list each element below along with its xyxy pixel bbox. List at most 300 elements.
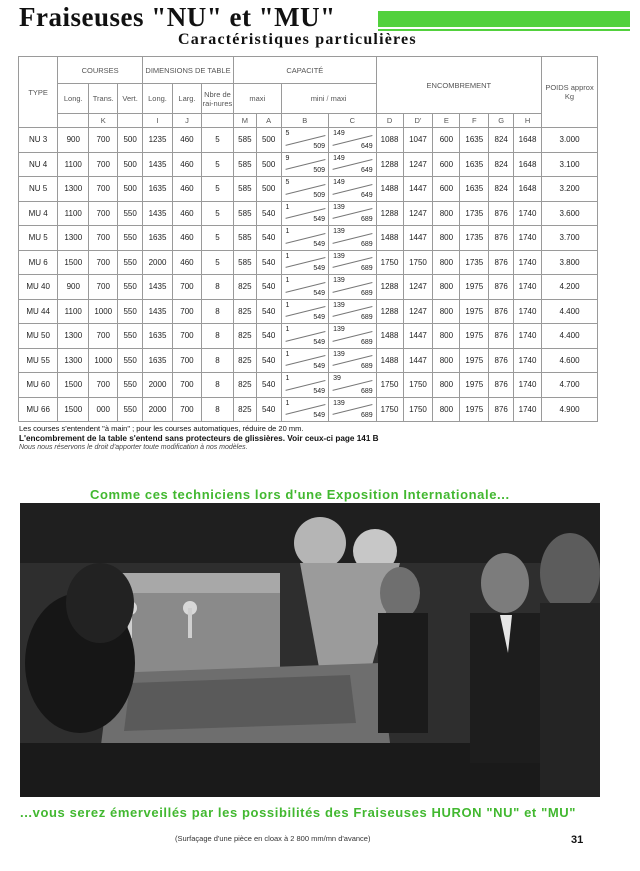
capacite-c-top: 39 [333, 375, 341, 382]
cell-tlong: 1435 [143, 201, 173, 226]
letter-a: A [256, 114, 281, 128]
capacite-c-cell [329, 250, 377, 275]
cell-d: 1288 [376, 299, 403, 324]
cell-tlong: 1635 [143, 226, 173, 251]
cell-e: 800 [433, 275, 460, 300]
cell-type: MU 66 [19, 397, 58, 422]
capacite-c-top: 139 [333, 252, 345, 260]
cell-long: 1300 [58, 226, 89, 251]
mini-label: mini [310, 94, 325, 103]
cell-f: 1735 [460, 226, 489, 251]
capacite-c-bottom: 649 [360, 167, 373, 174]
page-subtitle: Caractéristiques particulières [178, 31, 417, 48]
capacite-b-cell [281, 152, 329, 177]
capacite-c-cell [329, 128, 377, 153]
capacite-c-bottom: 649 [360, 191, 373, 199]
capacite-b-bottom: 549 [313, 240, 326, 248]
capacite-b-top: 1 [285, 326, 290, 333]
cell-d: 1488 [376, 324, 403, 349]
cell-trans: 700 [89, 373, 118, 398]
cell-trans: 700 [89, 250, 118, 275]
cell-m: 585 [233, 226, 256, 251]
capacite-c-top: 139 [333, 203, 345, 211]
capacite-c-bottom: 689 [360, 265, 373, 272]
capacite-b-bottom: 549 [313, 338, 326, 346]
table-notes [19, 424, 579, 453]
table-row [19, 250, 598, 275]
capacite-b-top: 1 [285, 301, 290, 309]
capacite-c-top: 139 [333, 301, 345, 309]
capacite-c-top: 139 [333, 399, 345, 407]
capacite-c-cell [329, 152, 377, 177]
cell-larg: 460 [173, 226, 202, 251]
letter-e: E [433, 114, 460, 128]
cell-tlong: 1235 [143, 128, 173, 153]
capacite-c-top: 149 [333, 130, 345, 137]
capacite-b-cell [281, 397, 329, 422]
cell-g: 876 [489, 275, 514, 300]
course-vert-header: Vert. [118, 84, 143, 114]
capacite-b-bottom: 549 [313, 387, 326, 395]
cell-vert: 500 [118, 177, 143, 202]
capacite-b-cell [281, 201, 329, 226]
cell-d2: 1247 [403, 201, 433, 226]
cell-trans: 700 [89, 275, 118, 300]
cell-f: 1975 [460, 348, 489, 373]
cell-poids: 3.200 [542, 177, 598, 202]
cell-a: 540 [256, 250, 281, 275]
cell-poids: 4.400 [542, 299, 598, 324]
cell-vert: 550 [118, 397, 143, 422]
cell-f: 1735 [460, 250, 489, 275]
cell-h: 1740 [514, 275, 542, 300]
cell-a: 500 [256, 152, 281, 177]
table-row [19, 275, 598, 300]
capacite-b-bottom: 509 [313, 191, 326, 199]
capacite-b-cell [281, 324, 329, 349]
capacite-b-bottom: 509 [313, 142, 326, 150]
capacite-b-top: 1 [285, 203, 290, 211]
table-nbre-header: Nbre de rai-nures [201, 84, 233, 114]
cell-d2: 1750 [403, 373, 433, 398]
capacite-b-top: 5 [285, 130, 290, 137]
capacite-c-bottom: 689 [360, 387, 373, 395]
cell-a: 540 [256, 226, 281, 251]
cell-e: 800 [433, 226, 460, 251]
cell-long: 1500 [58, 250, 89, 275]
cell-m: 585 [233, 250, 256, 275]
cell-d: 1488 [376, 177, 403, 202]
cell-poids: 4.900 [542, 397, 598, 422]
table-long-header: Long. [143, 84, 173, 114]
cell-g: 876 [489, 373, 514, 398]
letter-m: M [233, 114, 256, 128]
letter-nbre [201, 114, 233, 128]
maxi-label: maxi [330, 94, 347, 103]
capacite-c-top: 139 [333, 277, 345, 284]
capacite-b-cell [281, 275, 329, 300]
capacite-c-top: 139 [333, 350, 345, 358]
cell-f: 1975 [460, 373, 489, 398]
cell-f: 1635 [460, 152, 489, 177]
cell-nbre: 8 [201, 299, 233, 324]
cell-a: 540 [256, 324, 281, 349]
capacite-b-cell [281, 348, 329, 373]
capacite-c-cell [329, 348, 377, 373]
cell-vert: 500 [118, 152, 143, 177]
cell-g: 876 [489, 324, 514, 349]
cell-type: MU 44 [19, 299, 58, 324]
cell-d2: 1447 [403, 348, 433, 373]
cell-d2: 1247 [403, 275, 433, 300]
cell-a: 500 [256, 128, 281, 153]
cell-larg: 700 [173, 324, 202, 349]
cell-larg: 700 [173, 373, 202, 398]
cell-d: 1288 [376, 201, 403, 226]
cell-a: 540 [256, 397, 281, 422]
letter-j: J [173, 114, 202, 128]
cell-poids: 4.700 [542, 373, 598, 398]
cell-type: MU 4 [19, 201, 58, 226]
cell-h: 1648 [514, 152, 542, 177]
cell-g: 876 [489, 201, 514, 226]
cell-h: 1740 [514, 324, 542, 349]
capacite-c-cell [329, 226, 377, 251]
cell-a: 540 [256, 373, 281, 398]
capacite-c-bottom: 689 [360, 314, 373, 321]
cell-f: 1975 [460, 275, 489, 300]
capacite-c-top: 149 [333, 179, 345, 186]
caption-top: Comme ces techniciens lors d'une Exposition Internationale... [90, 487, 510, 502]
cell-g: 876 [489, 299, 514, 324]
cell-m: 825 [233, 397, 256, 422]
capacite-b-top: 1 [285, 350, 290, 358]
cell-long: 1300 [58, 177, 89, 202]
specifications-table [18, 56, 598, 422]
cell-vert: 550 [118, 373, 143, 398]
capacite-maxi-header: maxi [233, 84, 281, 114]
cell-d: 1750 [376, 250, 403, 275]
cell-nbre: 5 [201, 201, 233, 226]
cell-larg: 460 [173, 152, 202, 177]
table-row [19, 299, 598, 324]
cell-vert: 550 [118, 324, 143, 349]
cell-larg: 460 [173, 201, 202, 226]
cell-type: MU 60 [19, 373, 58, 398]
cell-long: 1100 [58, 152, 89, 177]
cell-tlong: 1435 [143, 275, 173, 300]
capacite-b-bottom: 549 [313, 289, 326, 297]
courses-header: COURSES [58, 57, 143, 84]
encombrement-header: ENCOMBREMENT [376, 57, 541, 114]
capacite-b-top: 1 [285, 277, 290, 284]
cell-larg: 700 [173, 299, 202, 324]
cell-poids: 4.400 [542, 324, 598, 349]
cell-h: 1740 [514, 397, 542, 422]
cell-a: 540 [256, 348, 281, 373]
letter-k: K [89, 114, 118, 128]
cell-h: 1740 [514, 226, 542, 251]
cell-d: 1750 [376, 397, 403, 422]
cell-d2: 1247 [403, 152, 433, 177]
cell-long: 900 [58, 275, 89, 300]
cell-g: 876 [489, 226, 514, 251]
cell-h: 1648 [514, 177, 542, 202]
cell-e: 800 [433, 397, 460, 422]
capacite-mini-maxi-header [281, 84, 376, 114]
cell-d: 1750 [376, 373, 403, 398]
cell-d2: 1447 [403, 324, 433, 349]
cell-d: 1488 [376, 348, 403, 373]
cell-e: 600 [433, 177, 460, 202]
cell-tlong: 1435 [143, 152, 173, 177]
header-green-bar [378, 11, 630, 27]
cell-tlong: 2000 [143, 373, 173, 398]
cell-nbre: 8 [201, 348, 233, 373]
cell-trans: 700 [89, 152, 118, 177]
cell-type: MU 55 [19, 348, 58, 373]
letter-i: I [143, 114, 173, 128]
slash-label: / [326, 96, 329, 103]
capacite-c-bottom: 689 [360, 240, 373, 248]
photo-caption: (Surfaçage d'une pièce en cloax à 2 800 mm/mn d'avance) [175, 834, 371, 843]
cell-larg: 700 [173, 348, 202, 373]
course-trans-header: Trans. [89, 84, 118, 114]
letter-long [58, 114, 89, 128]
capacite-c-top: 139 [333, 228, 345, 235]
cell-d2: 1750 [403, 397, 433, 422]
cell-m: 585 [233, 152, 256, 177]
cell-a: 500 [256, 177, 281, 202]
capacite-c-cell [329, 275, 377, 300]
capacite-b-cell [281, 299, 329, 324]
capacite-c-bottom: 689 [360, 363, 373, 370]
cell-d: 1088 [376, 128, 403, 153]
table-row [19, 128, 598, 153]
cell-type: MU 50 [19, 324, 58, 349]
cell-d2: 1447 [403, 226, 433, 251]
cell-trans: 000 [89, 397, 118, 422]
cell-trans: 700 [89, 128, 118, 153]
capacite-c-cell [329, 324, 377, 349]
cell-d2: 1447 [403, 177, 433, 202]
cell-e: 800 [433, 299, 460, 324]
cell-h: 1740 [514, 348, 542, 373]
cell-long: 1500 [58, 373, 89, 398]
capacite-c-cell [329, 201, 377, 226]
cell-nbre: 8 [201, 397, 233, 422]
note-reserve: Nous nous réservons le droit d'apporter toute modification à nos modèles. [19, 444, 248, 451]
capacite-c-top: 139 [333, 326, 345, 333]
capacite-b-cell [281, 373, 329, 398]
table-larg-header: Larg. [173, 84, 202, 114]
capacite-b-top: 1 [285, 228, 290, 235]
specifications-table-body [19, 128, 598, 422]
cell-f: 1635 [460, 128, 489, 153]
cell-vert: 550 [118, 348, 143, 373]
table-row [19, 177, 598, 202]
capacite-b-top: 1 [285, 399, 290, 407]
cell-a: 540 [256, 299, 281, 324]
cell-e: 800 [433, 250, 460, 275]
capacite-c-bottom: 649 [360, 142, 373, 150]
cell-long: 1300 [58, 348, 89, 373]
letter-d-prime: D' [403, 114, 433, 128]
letter-h: H [514, 114, 542, 128]
capacite-b-cell [281, 177, 329, 202]
letter-vert [118, 114, 143, 128]
cell-e: 800 [433, 373, 460, 398]
cell-vert: 550 [118, 201, 143, 226]
cell-m: 825 [233, 373, 256, 398]
capacite-c-bottom: 689 [360, 412, 373, 419]
capacite-b-bottom: 549 [313, 363, 326, 370]
cell-d: 1488 [376, 226, 403, 251]
capacite-c-bottom: 689 [360, 338, 373, 346]
cell-long: 1100 [58, 299, 89, 324]
cell-vert: 500 [118, 128, 143, 153]
letter-f: F [460, 114, 489, 128]
letter-d: D [376, 114, 403, 128]
table-row [19, 373, 598, 398]
cell-vert: 550 [118, 250, 143, 275]
cell-vert: 550 [118, 275, 143, 300]
capacite-c-bottom: 689 [360, 289, 373, 297]
cell-trans: 700 [89, 177, 118, 202]
note-courses: Les courses s'entendent "à main" ; pour les courses automatiques, réduire de 20 mm. [19, 424, 304, 433]
cell-d2: 1750 [403, 250, 433, 275]
capacite-b-cell [281, 226, 329, 251]
cell-d: 1288 [376, 152, 403, 177]
cell-g: 824 [489, 128, 514, 153]
cell-f: 1975 [460, 299, 489, 324]
cell-h: 1740 [514, 373, 542, 398]
capacite-c-cell [329, 397, 377, 422]
capacite-header: CAPACITÉ [233, 57, 376, 84]
cell-tlong: 1635 [143, 324, 173, 349]
cell-f: 1975 [460, 397, 489, 422]
cell-g: 824 [489, 152, 514, 177]
letter-c: C [329, 114, 377, 128]
cell-nbre: 5 [201, 128, 233, 153]
cell-h: 1648 [514, 128, 542, 153]
cell-vert: 550 [118, 299, 143, 324]
letter-b: B [281, 114, 329, 128]
capacite-c-top: 149 [333, 154, 345, 162]
capacite-b-bottom: 549 [313, 216, 326, 223]
exhibition-photo [20, 503, 600, 797]
table-row [19, 397, 598, 422]
cell-larg: 700 [173, 275, 202, 300]
capacite-b-cell [281, 128, 329, 153]
course-long-header: Long. [58, 84, 89, 114]
capacite-b-cell [281, 250, 329, 275]
page-title: Fraiseuses "NU" et "MU" [19, 2, 336, 32]
cell-larg: 460 [173, 250, 202, 275]
cell-m: 585 [233, 128, 256, 153]
cell-trans: 700 [89, 324, 118, 349]
cell-long: 1300 [58, 324, 89, 349]
dimensions-header: DIMENSIONS DE TABLE [143, 57, 234, 84]
cell-larg: 460 [173, 177, 202, 202]
cell-nbre: 5 [201, 152, 233, 177]
poids-header: POIDS approx Kg [542, 57, 598, 128]
cell-tlong: 1635 [143, 177, 173, 202]
cell-nbre: 8 [201, 373, 233, 398]
cell-e: 600 [433, 128, 460, 153]
capacite-b-top: 1 [285, 252, 290, 260]
cell-trans: 700 [89, 226, 118, 251]
cell-trans: 1000 [89, 299, 118, 324]
cell-larg: 460 [173, 128, 202, 153]
cell-nbre: 8 [201, 324, 233, 349]
cell-poids: 3.700 [542, 226, 598, 251]
cell-poids: 3.800 [542, 250, 598, 275]
cell-d2: 1247 [403, 299, 433, 324]
cell-nbre: 8 [201, 275, 233, 300]
capacite-b-bottom: 509 [313, 167, 326, 174]
cell-e: 800 [433, 201, 460, 226]
cell-g: 824 [489, 177, 514, 202]
cell-poids: 4.200 [542, 275, 598, 300]
cell-trans: 1000 [89, 348, 118, 373]
cell-a: 540 [256, 201, 281, 226]
table-row [19, 201, 598, 226]
cell-type: MU 6 [19, 250, 58, 275]
cell-e: 800 [433, 348, 460, 373]
cell-nbre: 5 [201, 177, 233, 202]
cell-f: 1975 [460, 324, 489, 349]
cell-g: 876 [489, 348, 514, 373]
cell-poids: 3.000 [542, 128, 598, 153]
letter-g: G [489, 114, 514, 128]
cell-f: 1635 [460, 177, 489, 202]
cell-d2: 1047 [403, 128, 433, 153]
capacite-b-top: 5 [285, 179, 290, 186]
table-row [19, 152, 598, 177]
cell-tlong: 1635 [143, 348, 173, 373]
table-row [19, 324, 598, 349]
capacite-b-bottom: 549 [313, 314, 326, 321]
cell-type: NU 3 [19, 128, 58, 153]
cell-m: 825 [233, 299, 256, 324]
cell-e: 800 [433, 324, 460, 349]
cell-type: MU 5 [19, 226, 58, 251]
cell-type: MU 40 [19, 275, 58, 300]
cell-g: 876 [489, 250, 514, 275]
table-row [19, 348, 598, 373]
cell-vert: 550 [118, 226, 143, 251]
cell-g: 876 [489, 397, 514, 422]
cell-tlong: 2000 [143, 250, 173, 275]
cell-d: 1288 [376, 275, 403, 300]
cell-h: 1740 [514, 201, 542, 226]
cell-type: NU 4 [19, 152, 58, 177]
cell-long: 1500 [58, 397, 89, 422]
cell-m: 825 [233, 348, 256, 373]
table-row [19, 226, 598, 251]
capacite-b-top: 1 [285, 375, 290, 382]
cell-a: 540 [256, 275, 281, 300]
cell-e: 600 [433, 152, 460, 177]
cell-type: NU 5 [19, 177, 58, 202]
cell-f: 1735 [460, 201, 489, 226]
cell-m: 825 [233, 275, 256, 300]
cell-tlong: 1435 [143, 299, 173, 324]
page-number: 31 [571, 834, 584, 846]
cell-poids: 3.600 [542, 201, 598, 226]
cell-larg: 700 [173, 397, 202, 422]
